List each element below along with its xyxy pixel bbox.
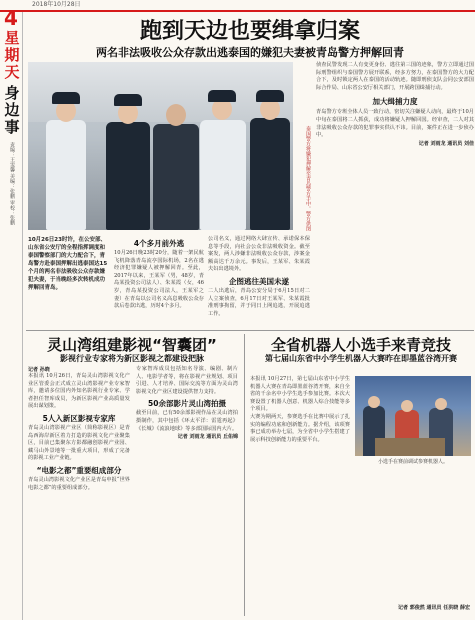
- section-rule: [26, 330, 474, 331]
- robot-subheadline: 第七届山东省中小学生机器人大赛昨在即墨蓝谷湾开赛: [265, 354, 457, 363]
- robot-headline: 全省机器人小选手来青竞技: [270, 336, 451, 354]
- robot-byline: 记者 郭俊然 通讯员 任洪晓 薛宏: [398, 605, 470, 611]
- col2-heading: 4个多月前外逃: [133, 239, 185, 248]
- header-rule: [0, 10, 475, 12]
- main-headline: 跑到天边也要缉拿归案: [139, 19, 360, 44]
- section-divider: [22, 12, 23, 620]
- film-headline: 灵山湾组建影视“智囊团”: [47, 336, 217, 354]
- film-col1-heading2: “电影之都”重要组成部分: [36, 465, 122, 475]
- film-col1-text2: 青岛灵山湾影视产业区（简称影视区）是青岛西海岸新区着力打造的影视文化产业聚集区，目前已集聚东方影都融创影视产业园、藏马山外景地等一批重大项目，形成了完备的影视工业产业链。: [28, 424, 130, 462]
- col3-text: 公司名义，通过网络大肆宣传、承诺保本保息等手段，向社会公众非法吸收资金。截至案发，两人涉嫌非法吸收公众存款，涉案金额高达千万余元。事发后，王某军、朱某霞夫妇出逃境外。: [208, 236, 310, 273]
- film-col2-text2: 截至目前，已有50余部影视作品在灵山湾拍摄制作，其中包括《环太平洋：雷霆再起》《长城》《流浪地球》等多部国际国内大片。: [136, 410, 238, 432]
- col3-text2: 二人出逃后，青岛公安分局于6月15日对二人立案侦查，6月17日对王某军、朱某霞批准刑事拘留，并于同日上网追逃，开展追逃工作。: [208, 287, 310, 317]
- side-char-6: 事: [4, 118, 20, 136]
- robot-col2-text: 大赛为期两天，参赛选手在比赛中展示了扎实的编程功底和创新能力。据介绍，该项赛事已成功举办七届，为全省中小学生搭建了展示科技创新能力的重要平台。: [250, 413, 350, 443]
- side-char-4: 身: [4, 84, 20, 102]
- film-col-1: [28, 366, 130, 492]
- side-char-2: 期: [4, 46, 20, 64]
- film-col-2: [136, 366, 238, 440]
- story-lead: 10月26日23时许，在公安部、山东省公安厅的全程指挥调度和泰国警察部门的大力配合下，青岛警方赴泰国押解出逃泰国达15个月的两名非法吸收公众存款嫌犯夫妻，于当晚经多次转机成功押解回青岛。: [28, 237, 108, 291]
- top-col-2: [114, 236, 204, 311]
- side-char-5: 边: [4, 101, 20, 119]
- side-char-3: 天: [4, 63, 20, 81]
- col2-text: 10月26日晚23时20分，随着一架民航飞机降落青岛流亭国际机场，2名在逃经济犯罪嫌疑人被押解回青。至此，2017年以来，王某军（男，48岁，青岛某投资公司法人）、朱某霞（女，46岁，青岛某投资公司法人，王某军之妻）在青岛以公司名义高息吸收公众存款后卷款出逃，历时4个多月。: [114, 250, 204, 310]
- film-col2-heading: 50余部影片灵山湾拍摄: [148, 399, 226, 409]
- film-col1-text: 本报讯 10月26日，青岛灵山湾影视文化产业区管委会正式成立灵山湾影视产业专家智库，邀请多位国内外知名影视行业专家、学者担任智库成员，为新区影视产业高质量发展出谋划策。: [28, 373, 130, 410]
- section-label: [4, 30, 20, 225]
- film-byline-1: 记者 孙晓: [28, 367, 50, 373]
- film-col1-text3: 青岛灵山湾影视文化产业区是青岛申报“世界电影之都”的重要组成部分。: [28, 476, 130, 491]
- top-right-column: [316, 62, 474, 147]
- news-photo: [28, 62, 293, 230]
- top-col-3: [208, 236, 310, 318]
- robot-col1-text: 本报讯 10月27日，第七届山东省中小学生机器人大赛在青岛即墨蓝谷湾开赛，来自全省的千余名中小学生选手参加比赛。本次大赛设置了机器人创意、机器人综合技能等多个项目。: [250, 376, 350, 413]
- right-text: 青岛警方专班全体人员一致行动，密切关注嫌疑人动向，最终于10月中旬在泰国将二人抓获，成功将嫌疑人押解回国。经审查，二人对其非法吸收公众存款的犯罪事实供认不讳。目前，案件正在进一步侦办中。: [316, 109, 474, 139]
- robot-photo-caption: 小选手在赛前调试参赛机器人。: [377, 459, 448, 465]
- robot-col-1: [250, 376, 350, 444]
- photo-caption: 泰国警方将嫌犯押解至青岛警方手中。警方供图: [305, 126, 311, 231]
- col3-heading: 企图逃往美国未遂: [229, 276, 289, 286]
- robot-photo: [355, 376, 471, 456]
- right-heading: 加大缉捕力度: [372, 97, 418, 107]
- side-char-1: 星: [4, 29, 20, 47]
- issue-date: 2018年10月28日: [32, 1, 81, 8]
- right-intro: 侦查民警发现二人有变更身份、逃往第三国的迹象，警方立即通过国际刑警组织与泰国警方展开联系，经多方努力，在泰国警方的大力配合下，及时锁定两人在泰国的活动轨迹。随即刑侦支队会同公安部国际合作局、山东省公安厅相关部门，开展跨国缉捕行动。: [316, 62, 474, 91]
- film-subheadline: 影视行业专家将为新区影视之都建设把脉: [60, 354, 204, 363]
- editor-credits: 责编：王雯馨 美编：张鹏 审校：张鹏: [9, 142, 15, 226]
- page-number: 4: [4, 6, 18, 30]
- main-subheadline: 两名非法吸收公众存款出逃泰国的嫌犯夫妻被青岛警方押解回青: [96, 46, 404, 59]
- top-byline: 记者 刘雨龙 通讯员 刘佳: [418, 140, 474, 147]
- film-byline-2: 记者 刘雨龙 通讯员 丘佑锦: [177, 434, 238, 441]
- column-divider: [244, 334, 245, 616]
- film-col2-text: 专家智库成员包括知名导演、编剧、制片人、电影学者等，将在影视产业规划、项目引进、人才培养、国际交流等方面为灵山湾影视文化产业区建设提供智力支持。: [136, 366, 238, 395]
- film-col1-heading: 5人入新区影视专家库: [42, 413, 116, 423]
